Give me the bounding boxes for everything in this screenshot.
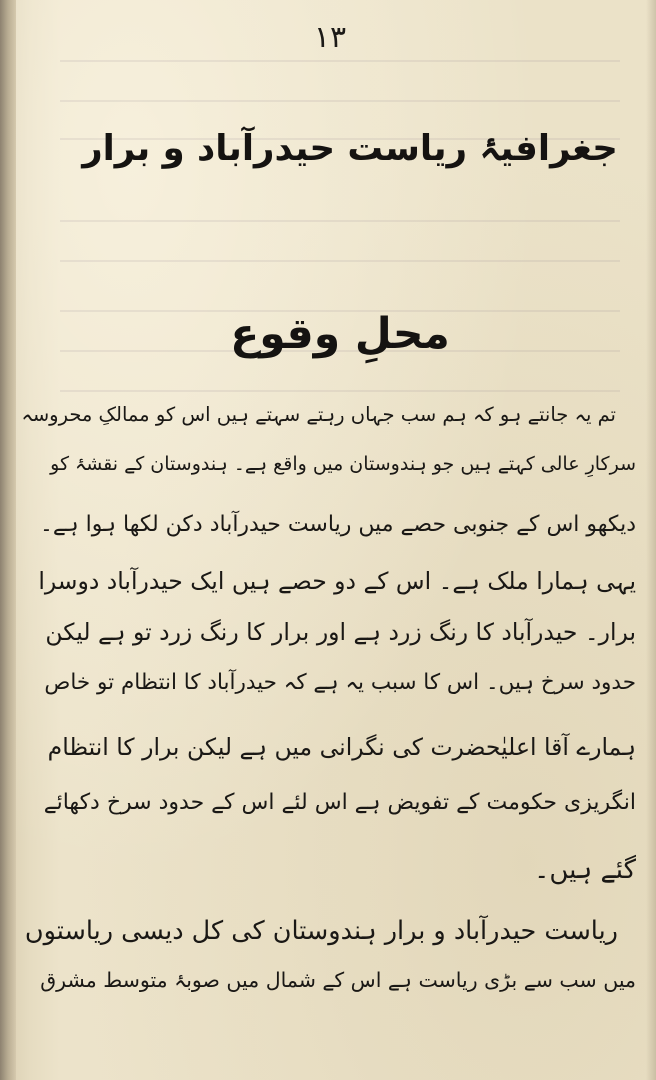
text-line: دیکھو اس کے جنوبی حصے میں ریاست حیدرآباد دکن لکھا ہوا ہے۔ bbox=[39, 512, 636, 537]
text-line: سرکارِ عالی کہتے ہیں جو ہندوستان میں واقع ہے۔ ہندوستان کے نقشۂ کو bbox=[50, 453, 636, 475]
text-line: تم یہ جانتے ہو کہ ہم سب جہاں رہتے سہتے ہیں اس کو ممالکِ محروسہ bbox=[21, 403, 616, 426]
text-line: حدود سرخ ہیں۔ اس کا سبب یہ ہے کہ حیدرآباد کا انتظام تو خاص bbox=[44, 670, 636, 695]
page-edge-shadow bbox=[646, 0, 656, 1080]
text-line: گئے ہیں۔ bbox=[534, 855, 636, 885]
text-line: برار۔ حیدرآباد کا رنگ زرد ہے اور برار کا رنگ زرد تو ہے لیکن bbox=[45, 618, 636, 646]
text-line: انگریزی حکومت کے تفویض ہے اس لئے اس کے حدود سرخ دکھائے bbox=[43, 790, 636, 815]
text-line: میں سب سے بڑی ریاست ہے اس کے شمال میں صوبۂ متوسط مشرق bbox=[40, 968, 636, 992]
bleed-through-lines bbox=[60, 20, 620, 580]
text-line: ہمارے آقا اعلیٰحضرت کی نگرانی میں ہے لیکن برار کا انتظام bbox=[47, 733, 636, 761]
page-number: ۱۳ bbox=[313, 20, 347, 55]
page-binding-shadow bbox=[0, 0, 16, 1080]
text-line: یہی ہمارا ملک ہے۔ اس کے دو حصے ہیں ایک حیدرآباد دوسرا bbox=[38, 567, 636, 595]
section-heading: محلِ وقوع bbox=[230, 310, 450, 359]
page-title: جغرافیۂ ریاست حیدرآباد و برار bbox=[82, 128, 618, 169]
text-line: ریاست حیدرآباد و برار ہندوستان کی کل دیسی ریاستوں bbox=[24, 916, 618, 946]
